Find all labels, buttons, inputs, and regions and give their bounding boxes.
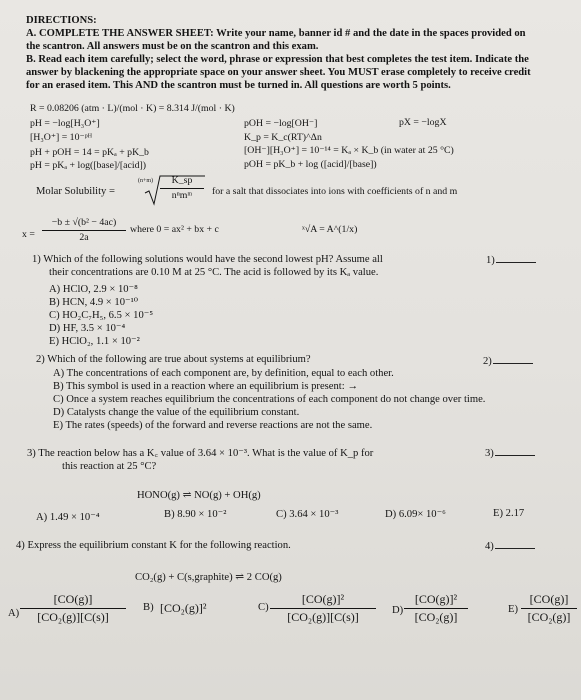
directions-a-line2: the scantron. All answers must be on the scantron and this exam. — [26, 41, 319, 52]
q3-stem-line1: 3) The reaction below has a K꜀ value of 3.64 × 10⁻³. What is the value of K_p for — [27, 448, 374, 459]
directions-b-line2: answer by blackening the appropriate space on your answer sheet. You MUST erase completely to receive credit — [26, 67, 531, 78]
q4-option-e-label[interactable]: E) — [508, 604, 518, 615]
q2-option-c[interactable]: C) Once a system reaches equilibrium the concentrations of each component do not change over time. — [53, 394, 486, 405]
q4-option-a-numerator: [CO(g)] — [20, 591, 126, 609]
q4-option-e-numerator: [CO(g)] — [521, 591, 577, 609]
q2-blank-line — [493, 354, 533, 364]
q4-reaction: CO₂(g) + C(s,graphite) ⇌ 2 CO(g) — [135, 572, 282, 583]
q1-blank-line — [496, 253, 536, 263]
quadratic-lhs: x = — [22, 229, 35, 240]
q4-option-a-denominator: [CO₂(g)][C(s)] — [37, 610, 109, 624]
q4-option-c-numerator: [CO(g)]² — [270, 591, 376, 609]
q2-option-a[interactable]: A) The concentrations of each component are, by definition, equal to each other. — [53, 368, 394, 379]
q3-option-c[interactable]: C) 3.64 × 10⁻³ — [276, 509, 339, 520]
q3-blank-line — [495, 446, 535, 456]
formula-px: pX = −logX — [399, 117, 447, 128]
q4-option-a[interactable] — [20, 591, 126, 626]
directions-title: DIRECTIONS: — [26, 15, 97, 26]
q1-number: 1) — [486, 255, 495, 266]
q2-option-e[interactable]: E) The rates (speeds) of the forward and reverse reactions are not the same. — [53, 420, 373, 431]
directions-b-line3: for an erased item. This AND the scantron must be turned in. All questions are worth 5 points. — [26, 80, 451, 91]
directions-b-line1: B. Read each item carefully; select the word, phrase or expression that best completes the test item. Indicate the — [26, 54, 529, 65]
formula-r: R = 0.08206 (atm · L)/(mol · K) = 8.314 J/(mol · K) — [30, 103, 235, 114]
formula-ph-poh: pH + pOH = 14 = pKₐ + pK_b — [30, 147, 149, 158]
q1-option-a[interactable]: A) HClO, 2.9 × 10⁻⁸ — [49, 284, 138, 295]
quadratic-fraction — [42, 216, 126, 245]
formula-ph: pH = −log[H₃O⁺] — [30, 118, 100, 129]
molar-solubility-note: for a salt that dissociates into ions with coefficients of n and m — [212, 186, 458, 197]
formula-kw: [OH⁻][H₃O⁺] = 10⁻¹⁴ = Kₐ × K_b (in water at 25 °C) — [244, 145, 454, 156]
q1-stem-line1: 1) Which of the following solutions would have the second lowest pH? Assume all — [32, 254, 383, 265]
q2-answer-blank[interactable] — [483, 354, 533, 367]
quadratic-where: where 0 = ax² + bx + c — [130, 224, 219, 235]
molar-solubility-label: Molar Solubility = — [36, 186, 115, 197]
q4-option-b[interactable]: [CO₂(g)]² — [160, 601, 207, 615]
molar-solubility-denominator: nⁿmᵐ — [171, 190, 193, 201]
molar-solubility-fraction — [160, 174, 204, 203]
formula-hh-acid: pH = pKₐ + log([base]/[acid]) — [30, 160, 147, 171]
q4-option-d[interactable] — [404, 591, 468, 626]
q4-option-a-label[interactable]: A) — [8, 608, 20, 619]
q4-blank-line — [495, 539, 535, 549]
formula-poh: pOH = −log[OH⁻] — [244, 118, 318, 129]
q4-option-b-label[interactable]: B) — [143, 602, 154, 613]
q2-stem: 2) Which of the following are true about systems at equilibrium? — [36, 354, 311, 365]
root-formula: ˣ√A = A^(1/x) — [302, 224, 358, 235]
q3-option-e[interactable]: E) 2.17 — [493, 508, 525, 519]
directions-a-line1: A. COMPLETE THE ANSWER SHEET: Write your name, banner id # and the date in the spaces provided on — [26, 28, 526, 39]
q4-option-d-denominator: [CO₂(g)] — [414, 610, 458, 624]
q4-option-c-label[interactable]: C) — [258, 602, 269, 613]
q4-option-e-denominator: [CO₂(g)] — [527, 610, 571, 624]
q2-number: 2) — [483, 356, 492, 367]
q1-option-c[interactable]: C) HO₂C₇H₅, 6.5 × 10⁻⁵ — [49, 310, 154, 321]
q4-option-e[interactable] — [521, 591, 577, 626]
q4-option-d-label[interactable]: D) — [392, 605, 404, 616]
q2-option-b[interactable]: B) This symbol is used in a reaction where an equilibrium is present: → — [53, 381, 358, 392]
q3-option-a[interactable]: A) 1.49 × 10⁻⁴ — [36, 512, 100, 523]
q1-option-d[interactable]: D) HF, 3.5 × 10⁻⁴ — [49, 323, 126, 334]
q3-number: 3) — [485, 448, 494, 459]
q4-number: 4) — [485, 541, 494, 552]
formula-h3o: [H₃O⁺] = 10⁻ᵖᴴ — [30, 132, 93, 143]
quadratic-denominator: 2a — [79, 232, 89, 243]
formula-kp: K_p = K_c(RT)^Δn — [244, 132, 322, 143]
q1-stem-line2: their concentrations are 0.10 M at 25 °C. The acid is followed by its Kₐ value. — [49, 267, 379, 278]
quadratic-numerator: −b ± √(b² − 4ac) — [42, 216, 126, 231]
molar-solubility-numerator: K_sp — [160, 174, 204, 189]
q3-reaction: HONO(g) ⇌ NO(g) + OH(g) — [137, 490, 261, 501]
molar-solubility-index: (n+m) — [138, 178, 154, 184]
q3-option-b[interactable]: B) 8.90 × 10⁻² — [164, 509, 227, 520]
q3-answer-blank[interactable] — [485, 446, 535, 459]
q3-stem-line2: this reaction at 25 °C? — [62, 461, 157, 472]
q2-option-d[interactable]: D) Catalysts change the value of the equilibrium constant. — [53, 407, 300, 418]
q4-option-d-numerator: [CO(g)]² — [404, 591, 468, 609]
q4-answer-blank[interactable] — [485, 539, 535, 552]
q4-option-c[interactable] — [270, 591, 376, 626]
q1-option-b[interactable]: B) HCN, 4.9 × 10⁻¹⁰ — [49, 297, 139, 308]
q3-option-d[interactable]: D) 6.09× 10⁻⁶ — [385, 509, 446, 520]
q4-stem: 4) Express the equilibrium constant K for the following reaction. — [16, 540, 291, 551]
q1-option-e[interactable]: E) HClO₂, 1.1 × 10⁻² — [49, 336, 140, 347]
formula-hh-base: pOH = pK_b + log ([acid]/[base]) — [244, 159, 377, 170]
q1-answer-blank[interactable] — [486, 253, 536, 266]
q4-option-c-denominator: [CO₂(g)][C(s)] — [287, 610, 359, 624]
